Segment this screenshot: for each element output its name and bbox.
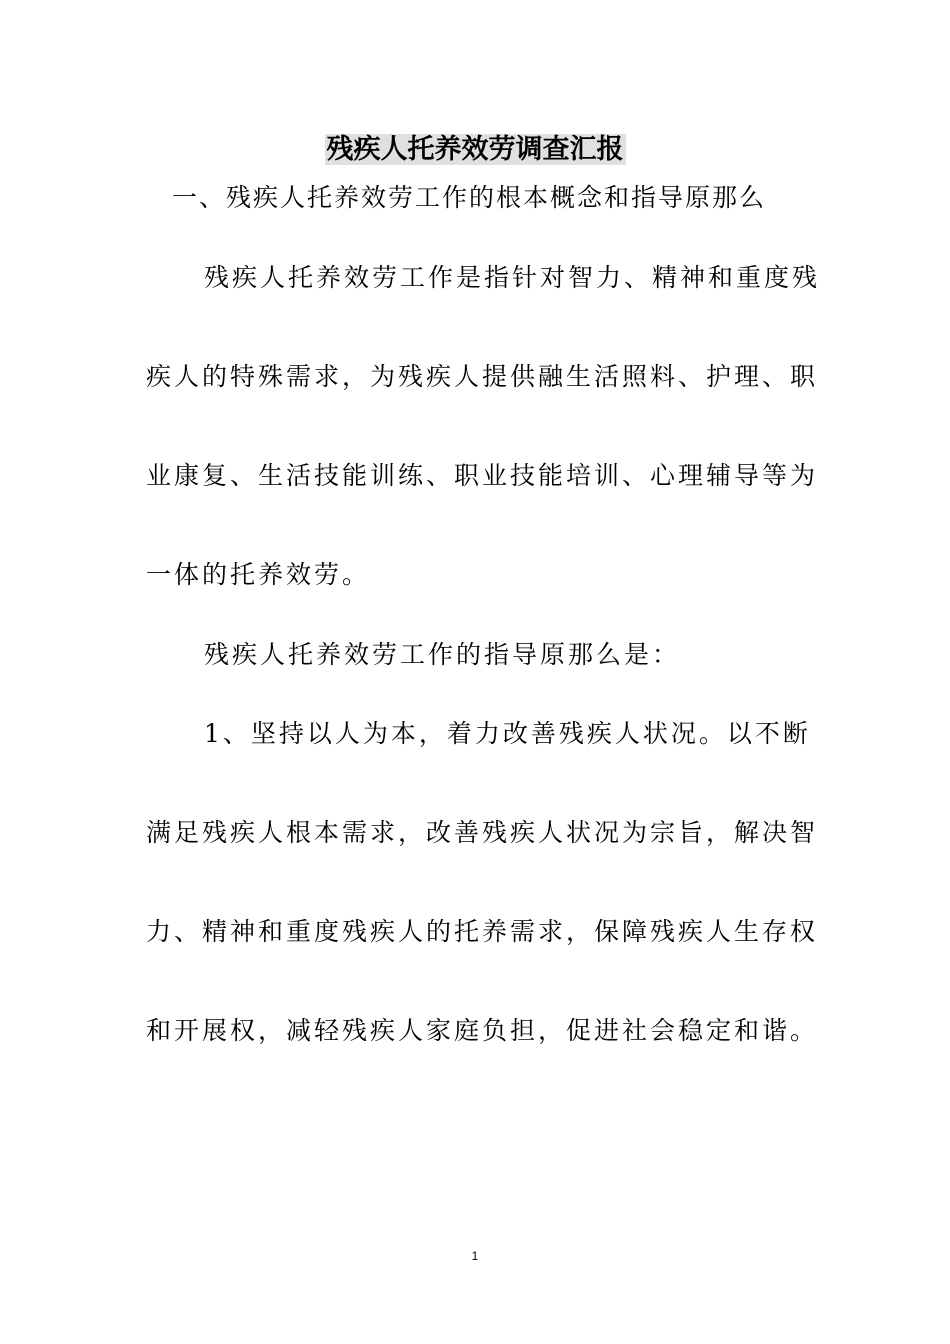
page-number: 1: [471, 1249, 479, 1263]
paragraph-principles-intro: 残疾人托养效劳工作的指导原那么是：: [204, 640, 681, 669]
section-heading: 一、残疾人托养效劳工作的根本概念和指导原那么: [172, 183, 767, 212]
paragraph-principle-1: 1、坚持以人为本，着力改善残疾人状况。以不断满足残疾人根本需求，改善残疾人状况为宗旨，解决智力、精神和重度残疾人的托养需求，保障残疾人生存权和开展权，减轻残疾人家庭负担，促进社会稳定和谐。: [146, 719, 819, 1045]
paragraph-definition: 残疾人托养效劳工作是指针对智力、精神和重度残疾人的特殊需求，为残疾人提供融生活照料、护理、职业康复、生活技能训练、职业技能培训、心理辅导等为一体的托养效劳。: [146, 263, 821, 589]
document-title-text: 残疾人托养效劳调查汇报: [326, 134, 624, 165]
document-title: [0, 132, 950, 168]
